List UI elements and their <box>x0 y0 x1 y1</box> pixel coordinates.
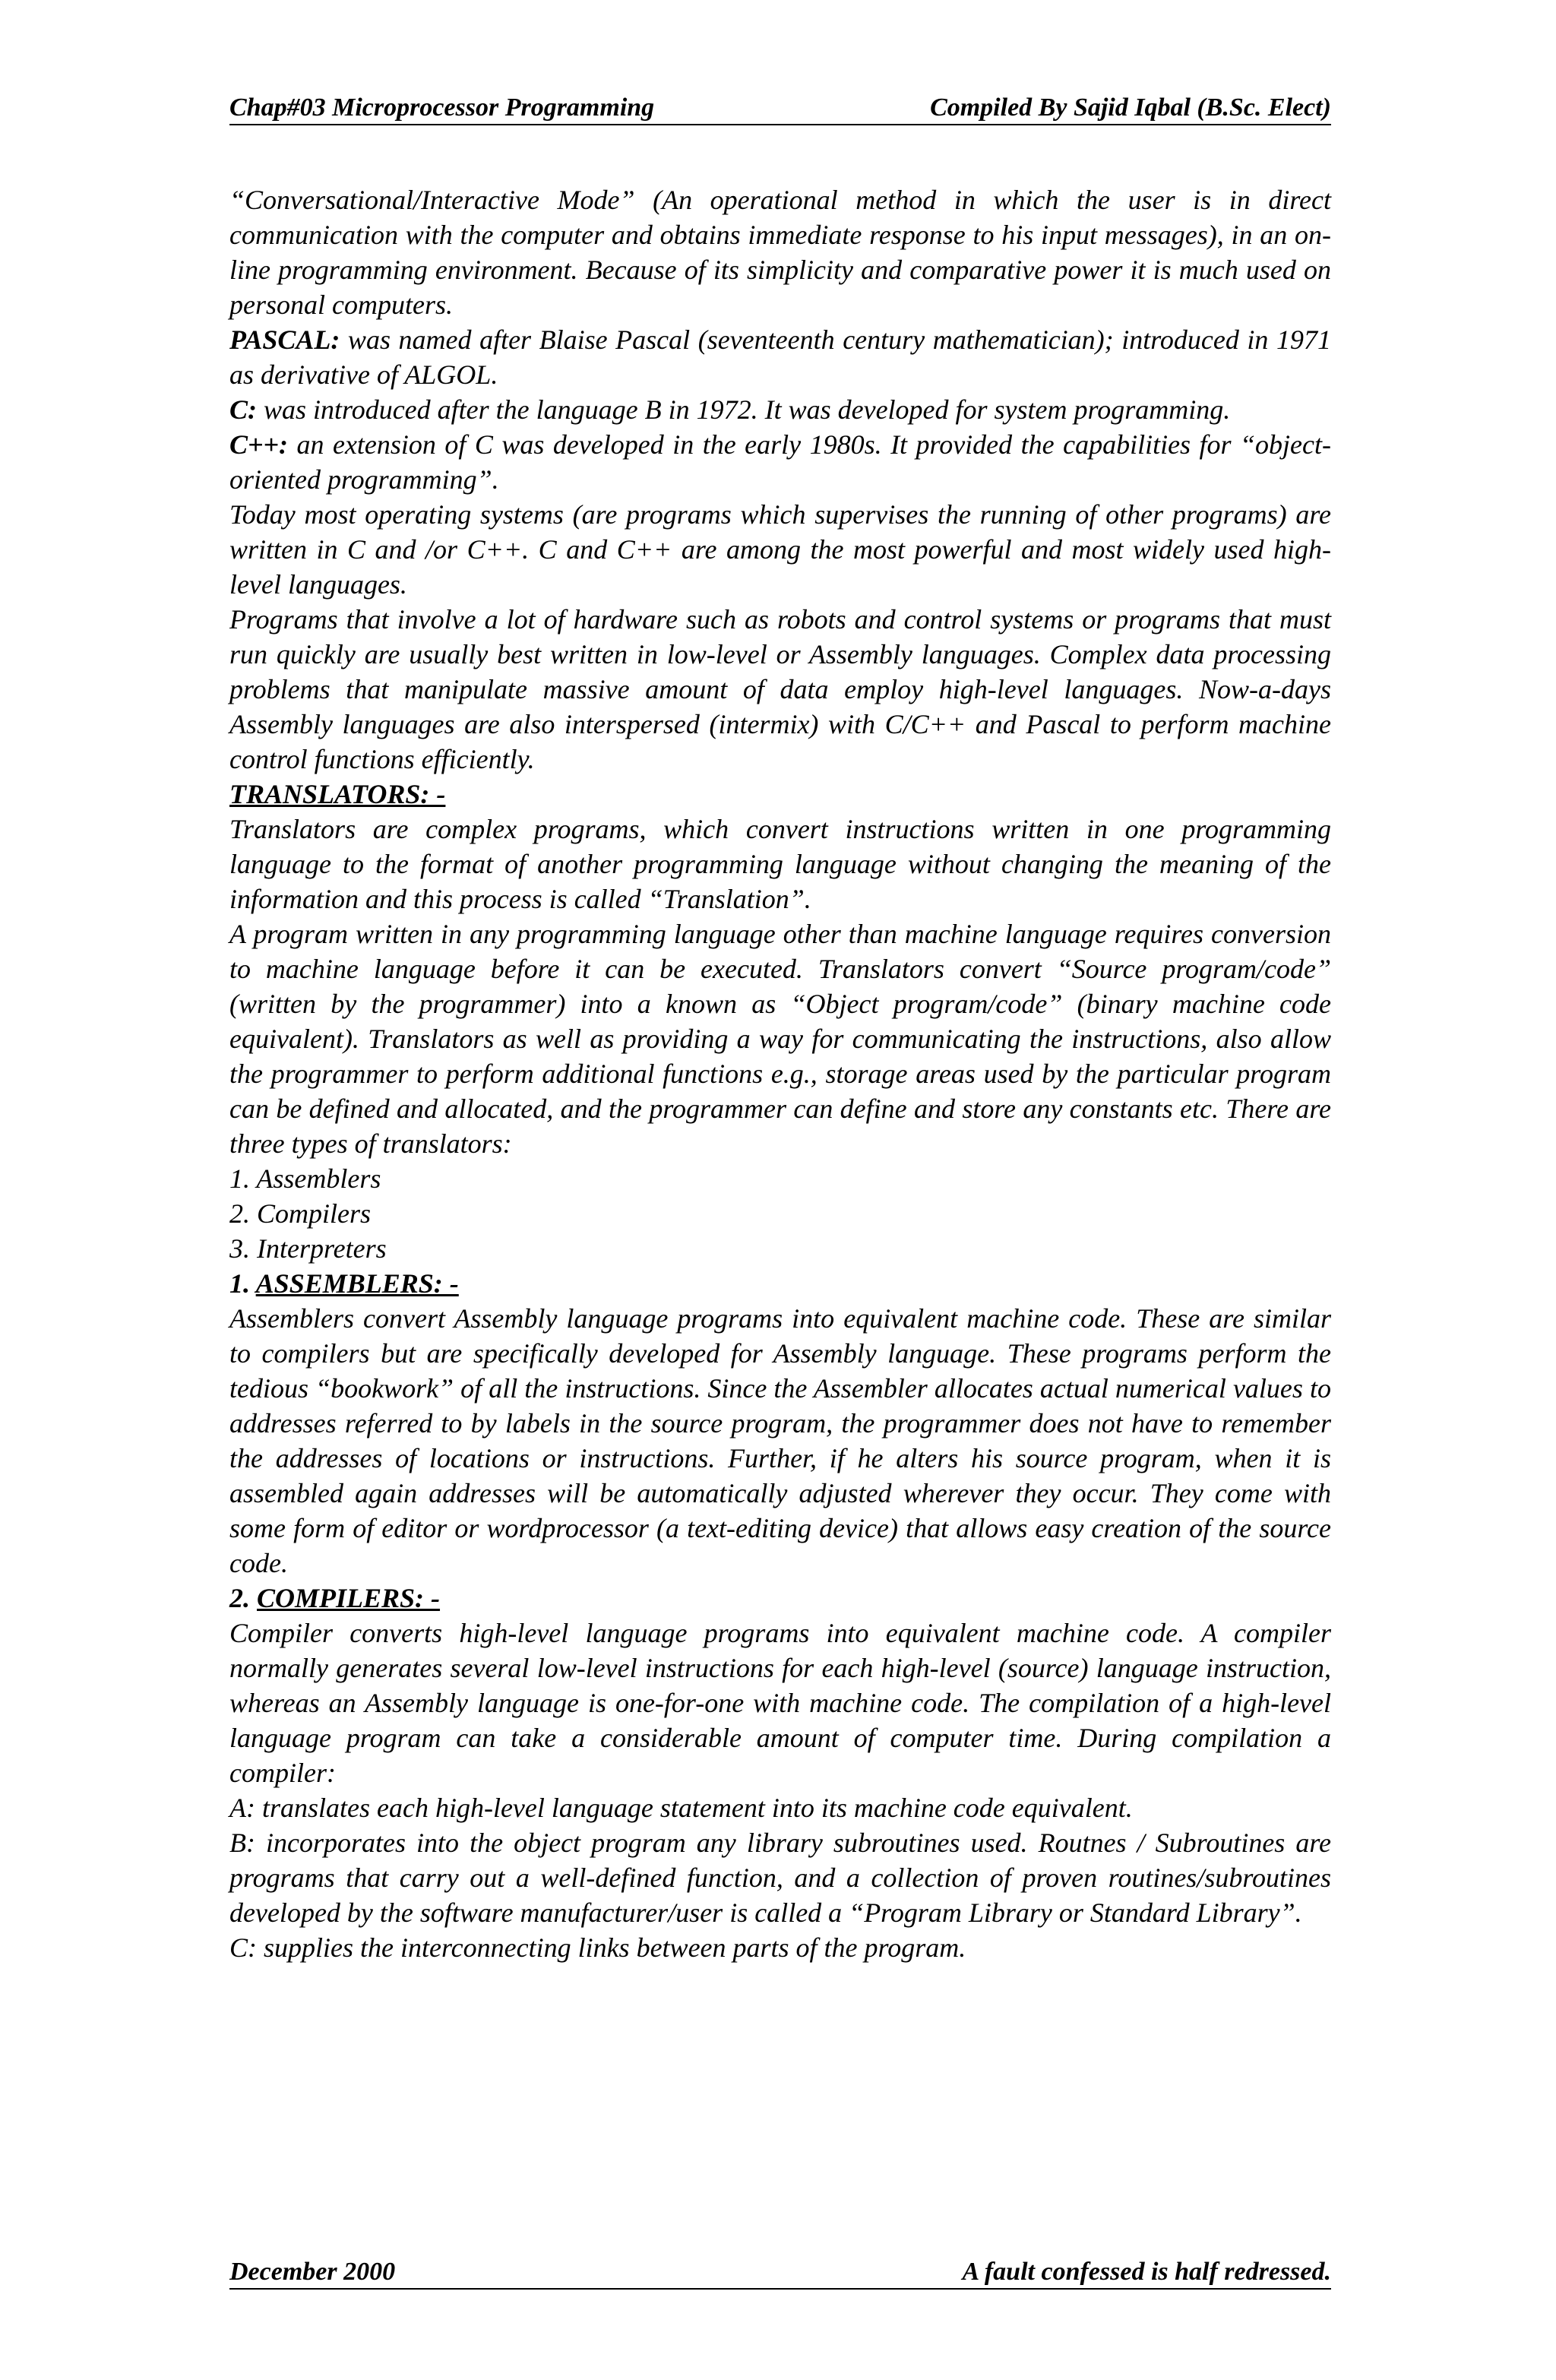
paragraph-c <box>229 392 1331 427</box>
page-header <box>229 93 1331 125</box>
paragraph-compilers: Compiler converts high-level language programs into equivalent machine code. A compiler normally generates several low-level instructions for each high-level (source) language instruction, whereas an Assembly language is one-for-one with machine code. The compilation of a high-level language program can take a considerable amount of computer time. During compilation a compiler: <box>229 1618 1331 1788</box>
page-body <box>229 182 1331 1965</box>
heading-compilers <box>229 1581 1331 1616</box>
header-chapter-title: Chap#03 Microprocessor Programming <box>229 93 655 122</box>
heading-text: ASSEMBLERS: - <box>255 1268 459 1299</box>
heading-number: 1. <box>229 1268 256 1299</box>
heading-text: COMPILERS: - <box>257 1583 441 1613</box>
header-compiler-credit: Compiled By Sajid Iqbal (B.Sc. Elect) <box>930 93 1331 122</box>
paragraph-compiler-step-a: A: translates each high-level language statement into its machine code equivalent. <box>229 1793 1133 1823</box>
paragraph-hardware-programs: Programs that involve a lot of hardware such as robots and control systems or programs that must run quickly are usually best written in low-level or Assembly languages. Complex data processing problems that manipulate massive amount of data employ high-level languages. Now-a-days Assembly languages are also interspersed (intermix) with C/C++ and Pascal to perform machine control functions efficiently. <box>229 604 1331 774</box>
paragraph-translators-detail: A program written in any programming language other than machine language requires conversion to machine language before it can be executed. Translators convert “Source program/code” (written by the programmer) into a known as “Object program/code” (binary machine code equivalent). Translators as well as providing a way for communicating the instructions, also allow the programmer to perform additional functions e.g., storage areas used by the particular program can be defined and allocated, and the programmer can define and store any constants etc. There are three types of translators: <box>229 919 1331 1159</box>
list-item: 3. Interpreters <box>229 1233 387 1264</box>
pascal-description: was named after Blaise Pascal (seventeenth century mathematician); introduced in 1971 as derivative of ALGOL. <box>229 324 1331 390</box>
heading-translators: TRANSLATORS: - <box>229 779 446 809</box>
paragraph-compiler-step-b: B: incorporates into the object program any library subroutines used. Routnes / Subroutines are programs that carry out a well-defined function, and a collection of proven routines/subroutines developed by the software manufacturer/user is called a “Program Library or Standard Library”. <box>229 1828 1331 1928</box>
paragraph-operating-systems: Today most operating systems (are programs which supervises the running of other programs) are written in C and /or C++. C and C++ are among the most powerful and most widely used high-level languages. <box>229 499 1331 600</box>
paragraph-compiler-step-c: C: supplies the interconnecting links between parts of the program. <box>229 1932 966 1963</box>
document-page <box>229 0 1331 2380</box>
footer-date: December 2000 <box>229 2258 396 2286</box>
heading-assemblers <box>229 1266 1331 1301</box>
paragraph-interactive-mode: “Conversational/Interactive Mode” (An operational method in which the user is in direct communication with the computer and obtains immediate response to his input messages), in an on-line programming environment. Because of its simplicity and comparative power it is much used on personal computers. <box>229 185 1331 320</box>
term-cpp: C++: <box>229 429 289 460</box>
paragraph-assemblers: Assemblers convert Assembly language programs into equivalent machine code. These are similar to compilers but are specifically developed for Assembly language. These programs perform the tedious “bookwork” of all the instructions. Since the Assembler allocates actual numerical values to addresses referred to by labels in the source program, the programmer does not have to remember the addresses of locations or instructions. Further, if he alters his source program, when it is assembled again addresses will be automatically adjusted wherever they occur. They come with some form of editor or wordprocessor (a text-editing device) that allows easy creation of the source code. <box>229 1303 1331 1578</box>
term-c: C: <box>229 394 257 425</box>
paragraph-cpp <box>229 427 1331 497</box>
c-description: was introduced after the language B in 1972. It was developed for system programming. <box>257 394 1231 425</box>
cpp-description: an extension of C was developed in the early 1980s. It provided the capabilities for “object-oriented programming”. <box>229 429 1331 495</box>
list-item: 1. Assemblers <box>229 1163 381 1194</box>
term-pascal: PASCAL: <box>229 324 340 355</box>
paragraph-translators-definition: Translators are complex programs, which convert instructions written in one programming language to the format of another programming language without changing the meaning of the information and this process is called “Translation”. <box>229 814 1331 914</box>
heading-number: 2. <box>229 1583 257 1613</box>
page-footer <box>229 2257 1331 2290</box>
paragraph-pascal <box>229 322 1331 392</box>
footer-motto: A fault confessed is half redressed. <box>962 2258 1331 2286</box>
list-item: 2. Compilers <box>229 1198 372 1229</box>
